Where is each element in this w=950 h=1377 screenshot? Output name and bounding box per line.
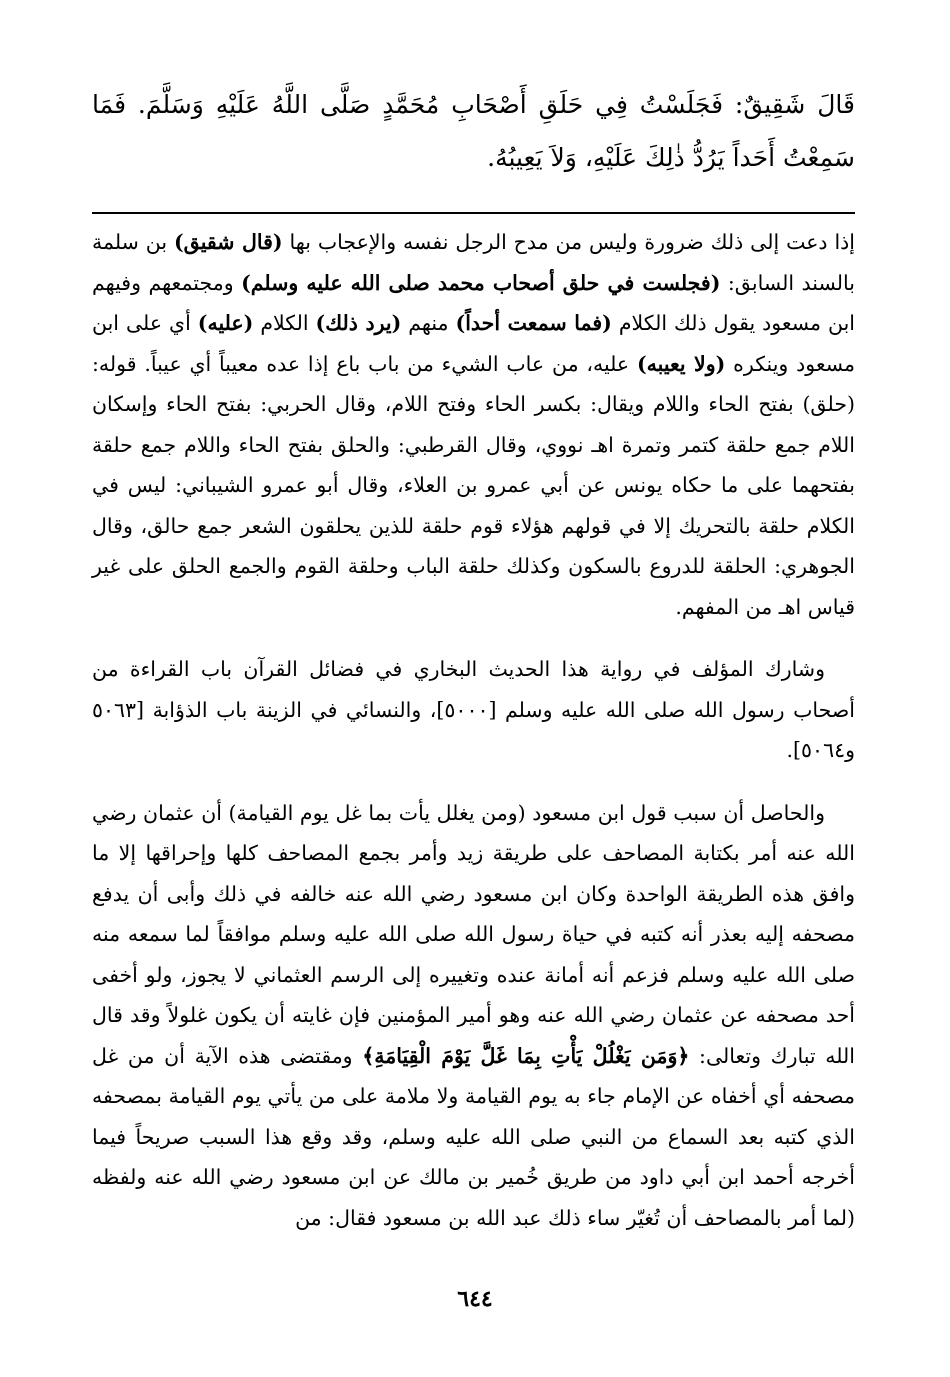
quoted-phrase: (ولا يعيبه) <box>636 351 726 376</box>
text-run: بن سلمة بالسند السابق: <box>92 230 855 295</box>
quoted-phrase: (فجلست في حلق أصحاب محمد صلى الله عليه وسلم) <box>241 270 721 295</box>
text-run: ومجتمعهم وفيهم ابن مسعود يقول ذلك الكلام <box>92 270 855 335</box>
text-run: عليه، من عاب الشيء من باب باع إذا عده معيباً أي عيباً. قوله: (حلق) بفتح الحاء واللام ويقال: بكسر الحاء وفتح اللام، وقال الحربي: بفتح الحاء وإسكان اللام جمع حلقة كتمر وتمرة اهـ نووي، وقال القرطبي: والحلق بفتح الحاء واللام جمع حلقة بفتحهما على ما حكاه يونس عن أبي عمرو بن العلاء، وقال أبو عمرو الشيباني: ليس في الكلام حلقة بالتحريك إلا في قولهم هؤلاء قوم حلقة للذين يحلقون الشعر جمع حالق، وقال الجوهري: الحلقة للدروع بالسكون وكذلك حلقة الباب وحلقة القوم والجمع الحلق على غير قياس اهـ من المفهم. <box>92 351 855 619</box>
commentary-paragraph-1 <box>92 222 855 627</box>
quoted-phrase: (قال شقيق) <box>173 230 283 254</box>
hadith-text: قَالَ شَقِيقٌ: فَجَلَسْتُ فِي حَلَقِ أَصْحَابِ مُحَمَّدٍ صَلَّى اللَّهُ عَلَيْهِ وَسَلَّمَ. فَمَا سَمِعْتُ أَحَداً يَرُدُّ ذٰلِكَ عَلَيْهِ، وَلاَ يَعِيبُهُ. <box>92 90 855 172</box>
page-number: ٦٤٤ <box>457 1286 493 1312</box>
text-run: ومقتضى هذه الآية أن من غل مصحفه أي أخفاه عن الإمام جاء به يوم القيامة ولا ملامة على من يأتي يوم القيامة بمصحفه الذي كتبه بعد السماع من النبي صلى الله عليه وسلم، وقد وقع هذا السبب صريحاً فيما أخرجه أحمد ابن أبي داود من طريق خُمير بن مالك عن ابن مسعود رضي الله عنه ولفظه (لما أمر بالمصاحف أن تُغيّر ساء ذلك عبد الله بن مسعود فقال: من <box>92 1043 855 1230</box>
quoted-phrase: (فما سمعت أحداً) <box>455 311 612 335</box>
text-run: والحاصل أن سبب قول ابن مسعود (ومن يغلل يأت بما غل يوم القيامة) أن عثمان رضي الله عنه أمر بكتابة المصاحف على طريقة زيد وأمر بجمع المصاحف كلها وإحراقها إلا ما وافق هذه الطريقة الواحدة وكان ابن مسعود رضي الله عنه خالفه في ذلك وأبى أن يدفع مصحفه إليه بعذر أنه كتبه في حياة رسول الله صلى الله عليه وسلم موافقاً لما سمعه منه صلى الله عليه وسلم فزعم أنه أمانة عنده وتغييره إلى الرسم العثماني لا يجوز، ولو أخفى أحد مصحفه عن عثمان رضي الله عنه وهو أمير المؤمنين فإن غايته أن يكون غلولاً وقد قال الله تبارك وتعالى: <box>92 800 855 1068</box>
commentary-paragraph-3 <box>92 793 855 1239</box>
text-run: أي على ابن مسعود وينكره <box>92 311 855 376</box>
text-run: الكلام <box>253 311 316 335</box>
quran-verse: ﴿وَمَن يَغْلُلْ يَأْتِ بِمَا غَلَّ يَوْمَ الْقِيَامَةِ﴾ <box>362 1043 690 1068</box>
footnote-separator <box>92 212 855 214</box>
quoted-phrase: (عليه) <box>197 311 254 335</box>
commentary-paragraph-2 <box>92 649 855 771</box>
text-run: وشارك المؤلف في رواية هذا الحديث البخاري في فضائل القرآن باب القراءة من أصحاب رسول الله صلى الله عليه وسلم [٥٠٠٠]، والنسائي في الزينة باب الذؤابة [٥٠٦٣ و٥٠٦٤]. <box>92 657 855 762</box>
text-run: إذا دعت إلى ذلك ضرورة وليس من مدح الرجل نفسه والإعجاب بها <box>282 230 855 254</box>
text-run: منهم <box>401 311 456 335</box>
quoted-phrase: (يرد ذلك) <box>315 311 402 335</box>
